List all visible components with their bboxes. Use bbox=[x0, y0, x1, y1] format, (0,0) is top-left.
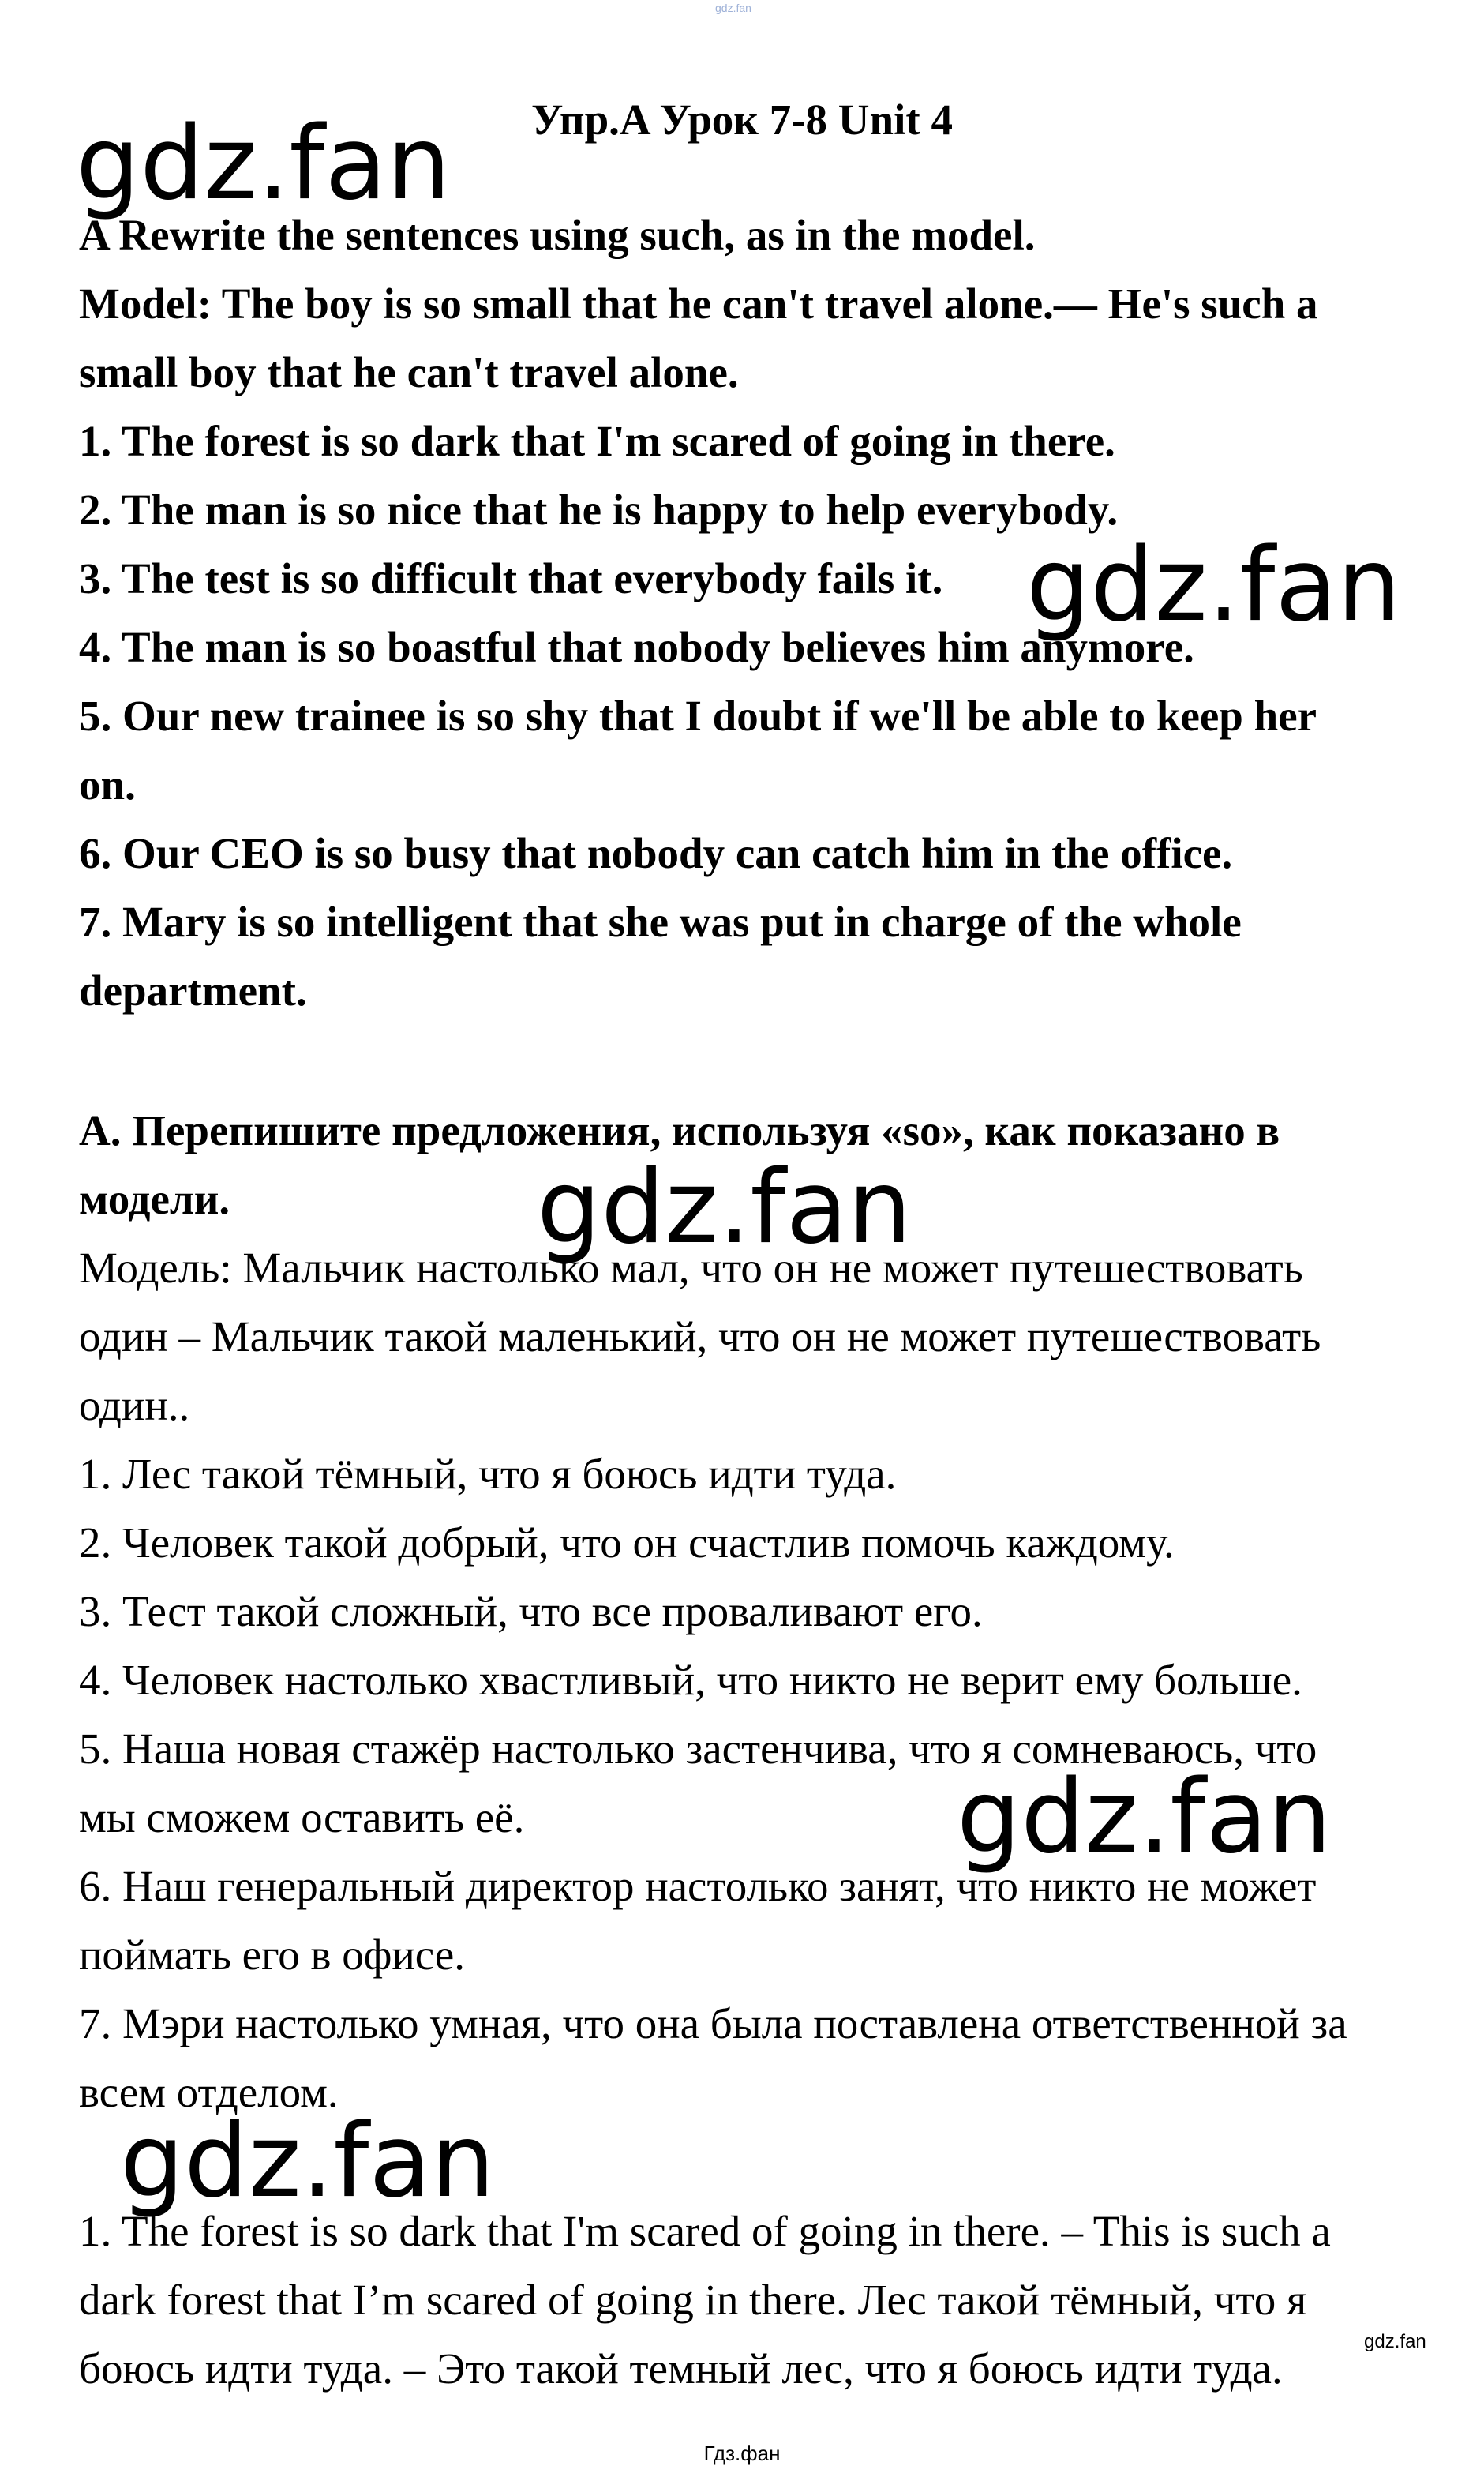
sentence-en: 6. Our CEO is so busy that nobody can catch him in the office. bbox=[79, 829, 1233, 877]
sentence-ru: 7. Мэри настолько умная, что она была поставлена ответственной за bbox=[79, 1999, 1347, 2047]
sentence-en: 5. Our new trainee is so shy that I doubt if we'll be able to keep her bbox=[79, 692, 1317, 740]
sentence-en: 7. Mary is so intelligent that she was put in charge of the whole bbox=[79, 898, 1242, 946]
task-heading-ru: А. Перепишите предложения, используя «so», как показано в bbox=[79, 1106, 1280, 1154]
sentence-ru: 1. Лес такой тёмный, что я боюсь идти туда. bbox=[79, 1450, 897, 1498]
sentence-ru: мы сможем оставить её. bbox=[79, 1793, 525, 1841]
sentence-ru: 4. Человек настолько хвастливый, что никто не верит ему больше. bbox=[79, 1656, 1302, 1704]
watermark: gdz.fan bbox=[76, 105, 451, 223]
sentence-en: 4. The man is so boastful that nobody believes him anymore. bbox=[79, 623, 1194, 671]
top-watermark: gdz.fan bbox=[715, 2, 751, 14]
sentence-ru: 2. Человек такой добрый, что он счастлив помочь каждому. bbox=[79, 1518, 1175, 1567]
model-line: small boy that he can't travel alone. bbox=[79, 348, 739, 396]
watermark: gdz.fan bbox=[120, 2103, 495, 2220]
watermark: gdz.fan bbox=[1026, 527, 1401, 644]
sentence-ru: всем отделом. bbox=[79, 2068, 339, 2116]
task-heading-ru: модели. bbox=[79, 1175, 230, 1223]
watermark: gdz.fan bbox=[537, 1149, 912, 1267]
task-heading-en: A Rewrite the sentences using such, as in the model. bbox=[79, 211, 1036, 259]
answer-line: 1. The forest is so dark that I'm scared of going in there. – This is such a bbox=[79, 2207, 1331, 2255]
sentence-ru: 6. Наш генеральный директор настолько занят, что никто не может bbox=[79, 1862, 1317, 1910]
page-footer: Гдз.фан bbox=[703, 2441, 781, 2465]
sentence-en: department. bbox=[79, 966, 307, 1015]
answer-line: боюсь идти туда. – Это такой темный лес, что я боюсь идти туда. bbox=[79, 2344, 1283, 2393]
sentence-en: on. bbox=[79, 760, 136, 809]
sentence-ru: 3. Тест такой сложный, что все проваливают его. bbox=[79, 1587, 983, 1635]
sentence-en: 1. The forest is so dark that I'm scared of going in there. bbox=[79, 417, 1115, 465]
sentence-ru: поймать его в офисе. bbox=[79, 1931, 466, 1979]
page-title: Упр.A Урок 7-8 Unit 4 bbox=[531, 96, 953, 144]
model-line-ru: один.. bbox=[79, 1381, 190, 1429]
model-line: Model: The boy is so small that he can't travel alone.— He's such a bbox=[79, 280, 1318, 328]
small-watermark: gdz.fan bbox=[1364, 2331, 1426, 2352]
sentence-ru: 5. Наша новая стажёр настолько застенчива, что я сомневаюсь, что bbox=[79, 1725, 1317, 1773]
sentence-en: 2. The man is so nice that he is happy to help everybody. bbox=[79, 486, 1119, 534]
model-line-ru: один – Мальчик такой маленький, что он не может путешествовать bbox=[79, 1312, 1321, 1360]
watermark: gdz.fan bbox=[957, 1758, 1332, 1876]
answer-line: dark forest that I’m scared of going in there. Лес такой тёмный, что я bbox=[79, 2276, 1307, 2324]
sentence-en: 3. The test is so difficult that everybody fails it. bbox=[79, 554, 943, 602]
model-line-ru: Модель: Мальчик настолько мал, что он не может путешествовать bbox=[79, 1244, 1303, 1292]
